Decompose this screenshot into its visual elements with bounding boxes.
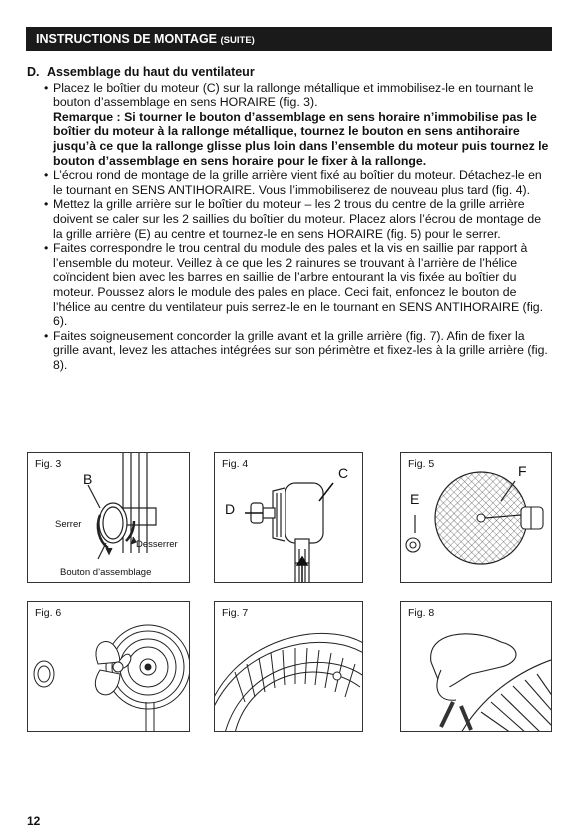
- assembly-section: [27, 65, 552, 372]
- instruction-text: Mettez la grille arrière sur le boîtier du moteur – les 2 trous du centre de la grille arrière doivent se caler sur les 2 saillies du boîtier du moteur. Placez alors l’écrou de montage de la grille arrière (E) au centre et tournez-le en sens HORAIRE (fig. 5) pour le serrer.: [53, 197, 542, 241]
- figure-4: [214, 452, 363, 583]
- label-f: F: [518, 463, 527, 479]
- figure-caption: Fig. 4: [222, 458, 249, 470]
- label-d: D: [225, 501, 236, 517]
- clip-fastening-illustration: [401, 602, 552, 732]
- instruction-list: [27, 81, 552, 373]
- instruction-text: L’écrou rond de montage de la grille arrière vient fixé au boîtier du moteur. Détachez-le en le tournant en SENS ANTIHORAIRE. Vous l’immobiliserez de nouveau plus tard (fig. 4).: [53, 168, 542, 197]
- instruction-text: Faites soigneusement concorder la grille avant et la grille arrière (fig. 7). Afin de fixer la grille avant, levez les attaches intégrées sur son périmètre et fixez-les à la grille arrière (fig. 8).: [53, 328, 548, 372]
- instruction-text: Placez le boîtier du moteur (C) sur la rallonge métallique et immobilisez-le en tournant le bouton d’assemblage en sens HORAIRE (fig. 3).: [53, 80, 534, 110]
- bullet-icon: •: [44, 168, 49, 183]
- page-number: 12: [27, 814, 41, 828]
- label-c: C: [338, 465, 349, 481]
- section-header-bar: [26, 27, 552, 51]
- instruction-item: [27, 241, 552, 329]
- figure-caption: Fig. 8: [408, 607, 435, 619]
- instruction-item: [27, 168, 552, 197]
- figure-5: [400, 452, 552, 583]
- instruction-item: [27, 81, 552, 169]
- remark-text: Remarque : Si tourner le bouton d’assemblage en sens horaire n’immobilise pas le boîtier du moteur à la rallonge métallique, tournez le bouton en sens antihoraire jusqu’à ce que la rallonge glisse plus loin dans l’ensemble du moteur puis tournez le bouton d’assemblage en sens horaire pour le fixer à la rallonge.: [53, 109, 549, 168]
- grille-alignment-illustration: [215, 602, 363, 732]
- figure-6: [27, 601, 190, 732]
- label-b: B: [83, 471, 93, 487]
- instruction-text: Faites correspondre le trou central du module des pales et la vis en saillie par rapport à l’ensemble du moteur. Veillez à ce que les 2 rainures se trouvant à l’arrière de l’hélice coïncident bien avec les barres en saillie de l’arbre entourant la vis fixée au boîtier du moteur. Poussez alors le module des pales en place. Ceci fait, enfoncez le bouton de l’hélice au centre du ventilateur puis serrez-le en le tournant en SENS ANTIHORAIRE (fig. 6).: [53, 241, 544, 329]
- blade-assembly-illustration: [28, 602, 190, 732]
- bullet-icon: •: [44, 80, 49, 95]
- bullet-icon: •: [44, 197, 49, 212]
- figure-caption: Fig. 6: [35, 607, 62, 619]
- label-e: E: [410, 491, 420, 507]
- instruction-item: [27, 329, 552, 373]
- section-letter: D.: [27, 65, 40, 79]
- figure-caption: Fig. 5: [408, 458, 435, 470]
- figure-7: [214, 601, 363, 732]
- section-title-text: Assemblage du haut du ventilateur: [47, 65, 255, 79]
- label-bouton-assemblage: Bouton d’assemblage: [60, 567, 152, 578]
- fan-knob-illustration: [28, 453, 190, 583]
- header-suffix: (SUITE): [220, 35, 255, 46]
- figure-3: [27, 452, 190, 583]
- instruction-item: [27, 197, 552, 241]
- figure-8: [400, 601, 552, 732]
- bullet-icon: •: [44, 241, 49, 256]
- label-desserrer: Desserrer: [136, 539, 178, 550]
- label-serrer: Serrer: [55, 519, 82, 530]
- section-title: [27, 65, 552, 80]
- rear-grille-illustration: [401, 453, 552, 583]
- header-title: INSTRUCTIONS DE MONTAGE: [36, 32, 218, 46]
- bullet-icon: •: [44, 328, 49, 343]
- figure-caption: Fig. 7: [222, 607, 249, 619]
- figure-caption: Fig. 3: [35, 458, 62, 470]
